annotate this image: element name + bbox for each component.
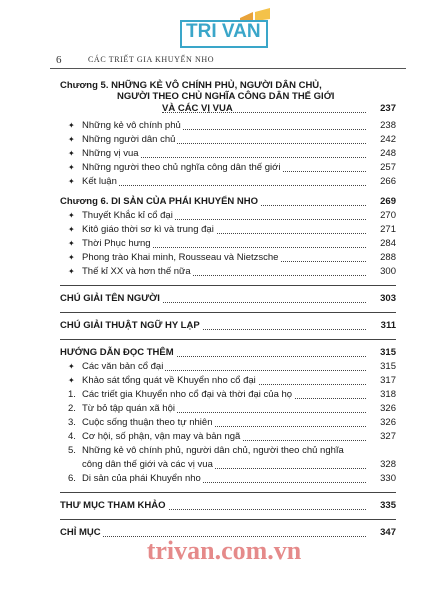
toc-entry-title: Thời Phục hưng [82,238,151,249]
toc-entry[interactable] [60,237,396,251]
chapter-6-page: 269 [380,196,396,207]
bullet-icon: ✦ [68,135,75,144]
toc-entry-title: Các văn bản cổ đại [82,361,164,372]
bullet-icon: ✦ [68,225,75,234]
section-title: CHỈ MỤC [60,527,101,538]
section-divider [60,339,396,340]
toc-entry-title: Kết luận [82,176,117,187]
toc-entry-page: 248 [380,148,396,159]
toc-entry-page: 270 [380,210,396,221]
toc-entry-title: Thuyết Khắc kỉ cổ đại [82,210,173,221]
toc-entry[interactable] [60,444,396,472]
toc-entry[interactable] [60,147,396,161]
section-title: CHÚ GIẢI THUẬT NGỮ HY LẠP [60,320,200,331]
toc-entry-title: Những người dân chủ [82,134,176,145]
names-glossary-heading[interactable] [60,292,396,306]
entry-number: 6. [68,473,76,484]
bullet-icon: ✦ [68,149,75,158]
chapter-5-page: 237 [380,103,396,114]
toc-entry-page: 326 [380,403,396,414]
toc-entry-page: 300 [380,266,396,277]
toc-entry-title-line-1: Những kẻ vô chính phủ, người dân chủ, người theo chủ nghĩa [82,445,344,456]
toc-entry-title: Các triết gia Khuyển nho cổ đại và thời đại của họ [82,389,293,400]
toc-entry-page: 318 [380,389,396,400]
bullet-icon: ✦ [68,177,75,186]
toc-entry[interactable] [60,388,396,402]
section-divider [60,492,396,493]
toc-entry-title: Khảo sát tổng quát về Khuyển nho cổ đại [82,375,256,386]
leader-dots [162,112,366,113]
table-of-contents [60,80,396,540]
chapter-6-title: Chương 6. DI SẢN CỦA PHÁI KHUYỂN NHO [60,196,259,207]
toc-entry-title: Những kẻ vô chính phủ [82,120,181,131]
toc-entry-title: Cơ hội, số phận, vận may và bản ngã [82,431,241,442]
toc-entry[interactable] [60,402,396,416]
bullet-icon: ✦ [68,253,75,262]
toc-entry-page: 327 [380,431,396,442]
toc-entry-title: Cuộc sống thuận theo tự nhiên [82,417,213,428]
entry-number: 2. [68,403,76,414]
toc-entry-page: 326 [380,417,396,428]
logo [180,6,276,46]
toc-entry[interactable] [60,161,396,175]
toc-entry-title: Di sản của phái Khuyển nho [82,473,201,484]
toc-entry-title: Kitô giáo thời sơ kì và trung đại [82,224,214,235]
section-page: 311 [380,320,396,331]
chapter-6-heading[interactable] [60,195,396,209]
bullet-icon: ✦ [68,239,75,248]
watermark: trivan.com.vn [146,536,302,565]
section-title: THƯ MỤC THAM KHẢO [60,500,166,511]
toc-entry-page: 242 [380,134,396,145]
toc-entry-page: 257 [380,162,396,173]
toc-entry[interactable] [60,472,396,486]
toc-entry-page: 328 [380,459,396,470]
bullet-icon: ✦ [68,362,75,371]
section-divider [60,312,396,313]
toc-entry[interactable] [60,416,396,430]
toc-entry-page: 330 [380,473,396,484]
entry-number: 4. [68,431,76,442]
section-divider [60,285,396,286]
entry-number: 3. [68,417,76,428]
toc-entry[interactable] [60,209,396,223]
toc-entry-title: Từ bỏ tập quán xã hội [82,403,175,414]
logo-text: TRI VAN [186,21,261,42]
toc-entry[interactable] [60,265,396,279]
toc-entry[interactable] [60,223,396,237]
entry-number: 1. [68,389,76,400]
section-title: HƯỚNG DẪN ĐỌC THÊM [60,347,174,358]
toc-entry-page: 266 [380,176,396,187]
toc-entry-title: Thế kỉ XX và hơn thế nữa [82,266,191,277]
section-page: 303 [380,293,396,304]
section-title: CHÚ GIẢI TÊN NGƯỜI [60,293,160,304]
section-divider [60,519,396,520]
chapter-5-line-3: VÀ CÁC VỊ VUA [162,103,233,114]
toc-entry-page: 317 [380,375,396,386]
bullet-icon: ✦ [68,163,75,172]
toc-entry-page: 238 [380,120,396,131]
toc-entry[interactable] [60,374,396,388]
toc-entry-page: 284 [380,238,396,249]
toc-entry-page: 315 [380,361,396,372]
leader-dots [82,185,366,186]
chapter-5-line-1: Chương 5. NHỮNG KẺ VÔ CHÍNH PHỦ, NGƯỜI DÂN CHỦ, [60,80,322,91]
toc-entry[interactable] [60,175,396,189]
bullet-icon: ✦ [68,267,75,276]
toc-entry-title: Những người theo chủ nghĩa công dân thế giới [82,162,281,173]
further-reading-heading[interactable] [60,346,396,360]
toc-entry-title: Những vị vua [82,148,139,159]
bullet-icon: ✦ [68,376,75,385]
toc-entry-page: 288 [380,252,396,263]
running-title: CÁC TRIẾT GIA KHUYỂN NHO [88,55,215,64]
greek-glossary-heading[interactable] [60,319,396,333]
toc-entry-title-line-2: công dân thế giới và các vị vua [82,459,213,470]
chapter-5-heading [60,80,396,116]
bibliography-heading[interactable] [60,499,396,513]
chapter-5-line-2: NGƯỜI THEO CHỦ NGHĨA CÔNG DÂN THẾ GIỚI [117,91,335,102]
toc-entry-title: Phong trào Khai minh, Rousseau và Nietzsche [82,252,279,263]
toc-entry-page: 271 [380,224,396,235]
bullet-icon: ✦ [68,211,75,220]
section-page: 335 [380,500,396,511]
section-page: 315 [380,347,396,358]
section-page: 347 [380,527,396,538]
entry-number: 5. [68,445,76,456]
toc-entry[interactable] [60,360,396,374]
toc-entry[interactable] [60,133,396,147]
header-rule [50,68,406,69]
page-number: 6 [56,54,62,66]
bullet-icon: ✦ [68,121,75,130]
toc-entry[interactable] [60,430,396,444]
toc-entry[interactable] [60,251,396,265]
toc-entry[interactable] [60,119,396,133]
